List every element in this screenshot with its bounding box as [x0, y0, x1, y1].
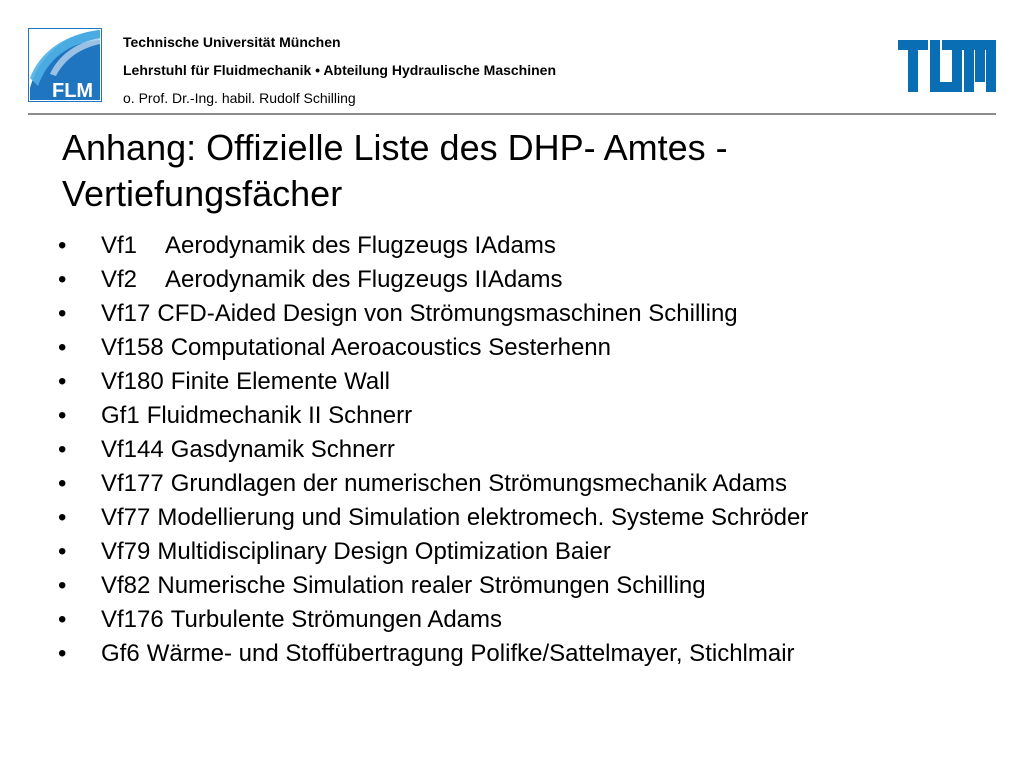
header-divider	[28, 113, 996, 115]
tum-logo	[898, 40, 996, 92]
course-name: Computational Aeroacoustics Sesterhenn	[170, 334, 611, 361]
course-code: Vf176	[101, 606, 164, 633]
bullet-glyph: •	[58, 640, 67, 667]
title-line-2: Vertiefungsfächer	[62, 173, 343, 214]
course-code: Vf17	[101, 300, 151, 327]
course-name: CFD-Aided Design von Strömungsmaschinen Schilling	[157, 300, 738, 327]
list-item	[58, 603, 808, 637]
course-name: Fluidmechanik II Schnerr	[146, 402, 413, 429]
course-name: Grundlagen der numerischen Strömungsmechanik Adams	[170, 470, 788, 497]
course-code: Gf1	[101, 402, 140, 429]
bullet-glyph: •	[58, 334, 67, 361]
list-item	[58, 501, 808, 535]
professor-name: o. Prof. Dr.-Ing. habil. Rudolf Schilling	[123, 90, 356, 106]
list-item	[58, 263, 808, 297]
list-item	[58, 229, 808, 263]
list-item	[58, 331, 808, 365]
list-item	[58, 467, 808, 501]
bullet-glyph: •	[58, 504, 67, 531]
bullet-glyph: •	[58, 436, 67, 463]
page-title	[62, 125, 1002, 217]
bullet-glyph: •	[58, 470, 67, 497]
bullet-glyph: •	[58, 232, 67, 259]
list-item	[58, 637, 808, 671]
course-name: Gasdynamik Schnerr	[170, 436, 395, 463]
course-code: Vf177	[101, 470, 164, 497]
bullet-glyph: •	[58, 538, 67, 565]
bullet-glyph: •	[58, 266, 67, 293]
chair-name: Lehrstuhl für Fluidmechanik • Abteilung Hydraulische Maschinen	[123, 62, 557, 78]
list-item	[58, 535, 808, 569]
course-list	[58, 229, 808, 671]
course-code: Vf180	[101, 368, 164, 395]
list-item	[58, 399, 808, 433]
course-code: Vf158	[101, 334, 164, 361]
course-code: Vf77	[101, 504, 151, 531]
course-name: Numerische Simulation realer Strömungen Schilling	[157, 572, 706, 599]
bullet-glyph: •	[58, 572, 67, 599]
course-code: Vf82	[101, 572, 151, 599]
university-name: Technische Universität München	[123, 34, 341, 50]
bullet-glyph: •	[58, 402, 67, 429]
course-name: Turbulente Strömungen Adams	[170, 606, 503, 633]
bullet-glyph: •	[58, 606, 67, 633]
header-text	[123, 28, 556, 112]
course-code: Vf144	[101, 436, 164, 463]
course-name: Multidisciplinary Design Optimization Baier	[157, 538, 611, 565]
list-item	[58, 365, 808, 399]
flm-logo	[28, 28, 102, 102]
bullet-glyph: •	[58, 300, 67, 327]
course-name: Modellierung und Simulation elektromech. Systeme Schröder	[157, 504, 809, 531]
bullet-glyph: •	[58, 368, 67, 395]
course-code: Gf6	[101, 640, 140, 667]
course-name: Wärme- und Stoffübertragung Polifke/Sattelmayer, Stichlmair	[146, 640, 795, 667]
course-name: Aerodynamik des Flugzeugs IAdams	[165, 232, 556, 259]
list-item	[58, 433, 808, 467]
course-code: Vf1	[101, 232, 138, 259]
list-item	[58, 297, 808, 331]
flm-logo-text: FLM	[52, 80, 94, 102]
course-name: Aerodynamik des Flugzeugs IIAdams	[165, 266, 563, 293]
course-name: Finite Elemente Wall	[170, 368, 390, 395]
course-code: Vf79	[101, 538, 151, 565]
list-item	[58, 569, 808, 603]
title-line-1: Anhang: Offizielle Liste des DHP- Amtes -	[62, 127, 728, 168]
course-code: Vf2	[101, 266, 138, 293]
